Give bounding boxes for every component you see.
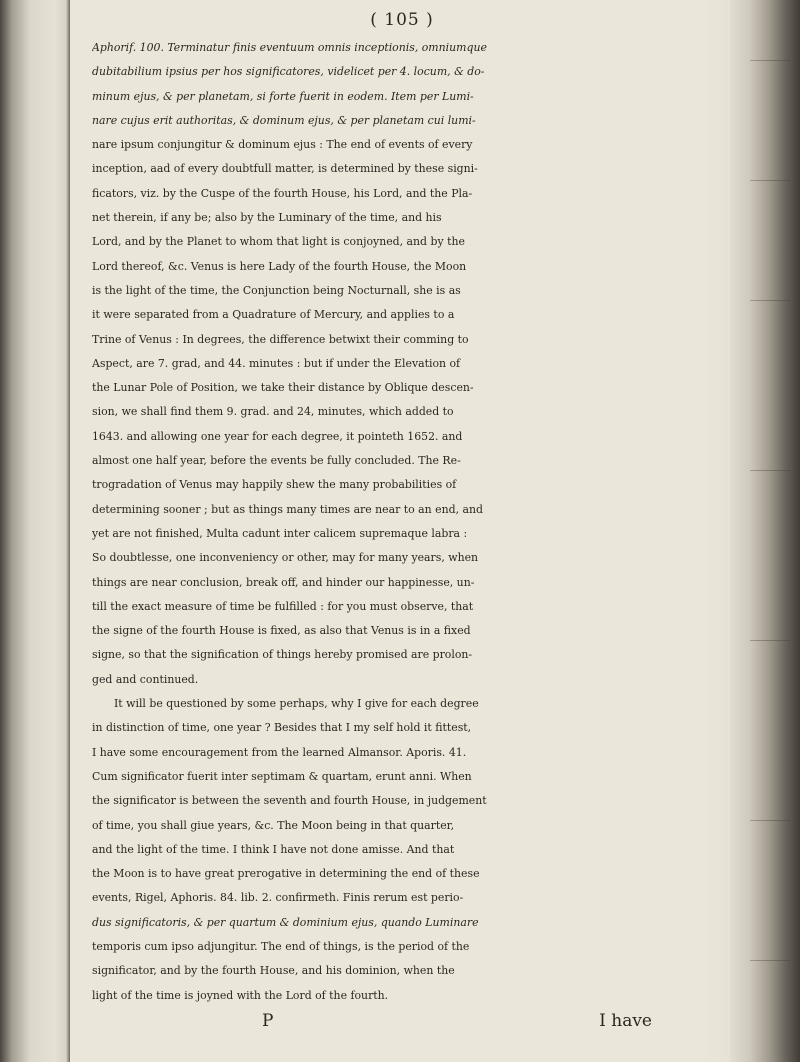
text-line: almost one half year, before the events be fully concluded. The Re- <box>92 454 461 468</box>
text-line: events, Rigel, Aphoris. 84. lib. 2. confirmeth. Finis rerum est perio- <box>92 891 464 905</box>
text-line: the signe of the fourth House is fixed, as also that Venus is in a fixed <box>92 624 471 638</box>
text-line: significator, and by the fourth House, and his dominion, when the <box>92 964 455 978</box>
text-line: things are near conclusion, break off, and hinder our happinesse, un- <box>92 575 475 589</box>
text-line: sion, we shall find them 9. grad. and 24, minutes, which added to <box>92 405 454 419</box>
text-line: yet are not finished, Multa cadunt inter calicem supremaque labra : <box>92 526 468 540</box>
text-line: till the exact measure of time be fulfilled : for you must observe, that <box>92 599 474 613</box>
text-line: signe, so that the signification of things hereby promised are prolon- <box>92 648 473 662</box>
text-line: light of the time is joyned with the Lord of the fourth. <box>92 988 389 1002</box>
text-line: nare cujus erit authoritas, & dominum ejus, & per planetam cui lumi- <box>92 113 476 127</box>
page-footer <box>92 1008 712 1034</box>
signature-mark: P <box>262 1010 274 1031</box>
text-line: I have some encouragement from the learned Almansor. Aporis. 41. <box>92 745 467 759</box>
text-line: Aspect, are 7. grad, and 44. minutes : but if under the Elevation of <box>92 356 461 370</box>
text-line: temporis cum ipso adjungitur. The end of things, is the period of the <box>92 939 470 953</box>
text-line: and the light of the time. I think I have not done amisse. And that <box>92 842 455 856</box>
text-line: determining sooner ; but as things many times are near to an end, and <box>92 502 483 516</box>
page-number: ( 105 ) <box>370 10 434 30</box>
text-line: 1643. and allowing one year for each degree, it pointeth 1652. and <box>92 429 463 443</box>
text-line: in distinction of time, one year ? Besides that I my self hold it fittest, <box>92 721 472 735</box>
catchword: I have <box>599 1010 652 1031</box>
text-line: Aphorif. 100. Terminatur finis eventuum omnis inceptionis, omniumque <box>92 41 487 54</box>
text-line: trogradation of Venus may happily shew the many probabilities of <box>92 478 457 492</box>
text-line: the significator is between the seventh and fourth House, in judgement <box>92 794 487 808</box>
text-line: Cum significator fuerit inter septimam & quartam, erunt anni. When <box>92 769 472 783</box>
text-line: is the light of the time, the Conjunction being Nocturnall, she is as <box>92 283 461 297</box>
text-line: it were separated from a Quadrature of Mercury, and applies to a <box>92 308 455 322</box>
text-line: of time, you shall giue years, &c. The Moon being in that quarter, <box>92 818 455 832</box>
text-line: Trine of Venus : In degrees, the difference betwixt their comming to <box>92 332 469 346</box>
text-line: the Lunar Pole of Position, we take their distance by Oblique descen- <box>92 381 474 395</box>
text-line: minum ejus, & per planetam, si forte fuerit in eodem. Item per Lumi- <box>92 89 474 103</box>
text-line: nare ipsum conjungitur & dominum ejus : The end of events of every <box>92 138 473 152</box>
text-line: ged and continued. <box>92 672 199 686</box>
text-line: the Moon is to have great prerogative in determining the end of these <box>92 867 480 881</box>
page-edge-right <box>730 0 800 1062</box>
text-line: inception, aad of every doubtfull matter, is determined by these signi- <box>92 162 478 176</box>
text-line: net therein, if any be; also by the Luminary of the time, and his <box>92 211 442 225</box>
body-text <box>92 36 712 1008</box>
text-line: dubitabilium ipsius per hos significatores, videlicet per 4. locum, & do- <box>92 65 485 79</box>
text-line: dus significatoris, & per quartum & dominium ejus, quando Luminare <box>92 915 479 929</box>
text-line: It will be questioned by some perhaps, why I give for each degree <box>114 697 479 711</box>
facing-page-edge <box>0 0 70 1062</box>
text-line: So doubtlesse, one inconveniency or other, may for many years, when <box>92 551 479 565</box>
text-line: ficators, viz. by the Cuspe of the fourth House, his Lord, and the Pla- <box>92 186 473 200</box>
text-line: Lord thereof, &c. Venus is here Lady of the fourth House, the Moon <box>92 259 467 273</box>
text-line: Lord, and by the Planet to whom that light is conjoyned, and by the <box>92 235 465 249</box>
book-page <box>92 8 712 1048</box>
